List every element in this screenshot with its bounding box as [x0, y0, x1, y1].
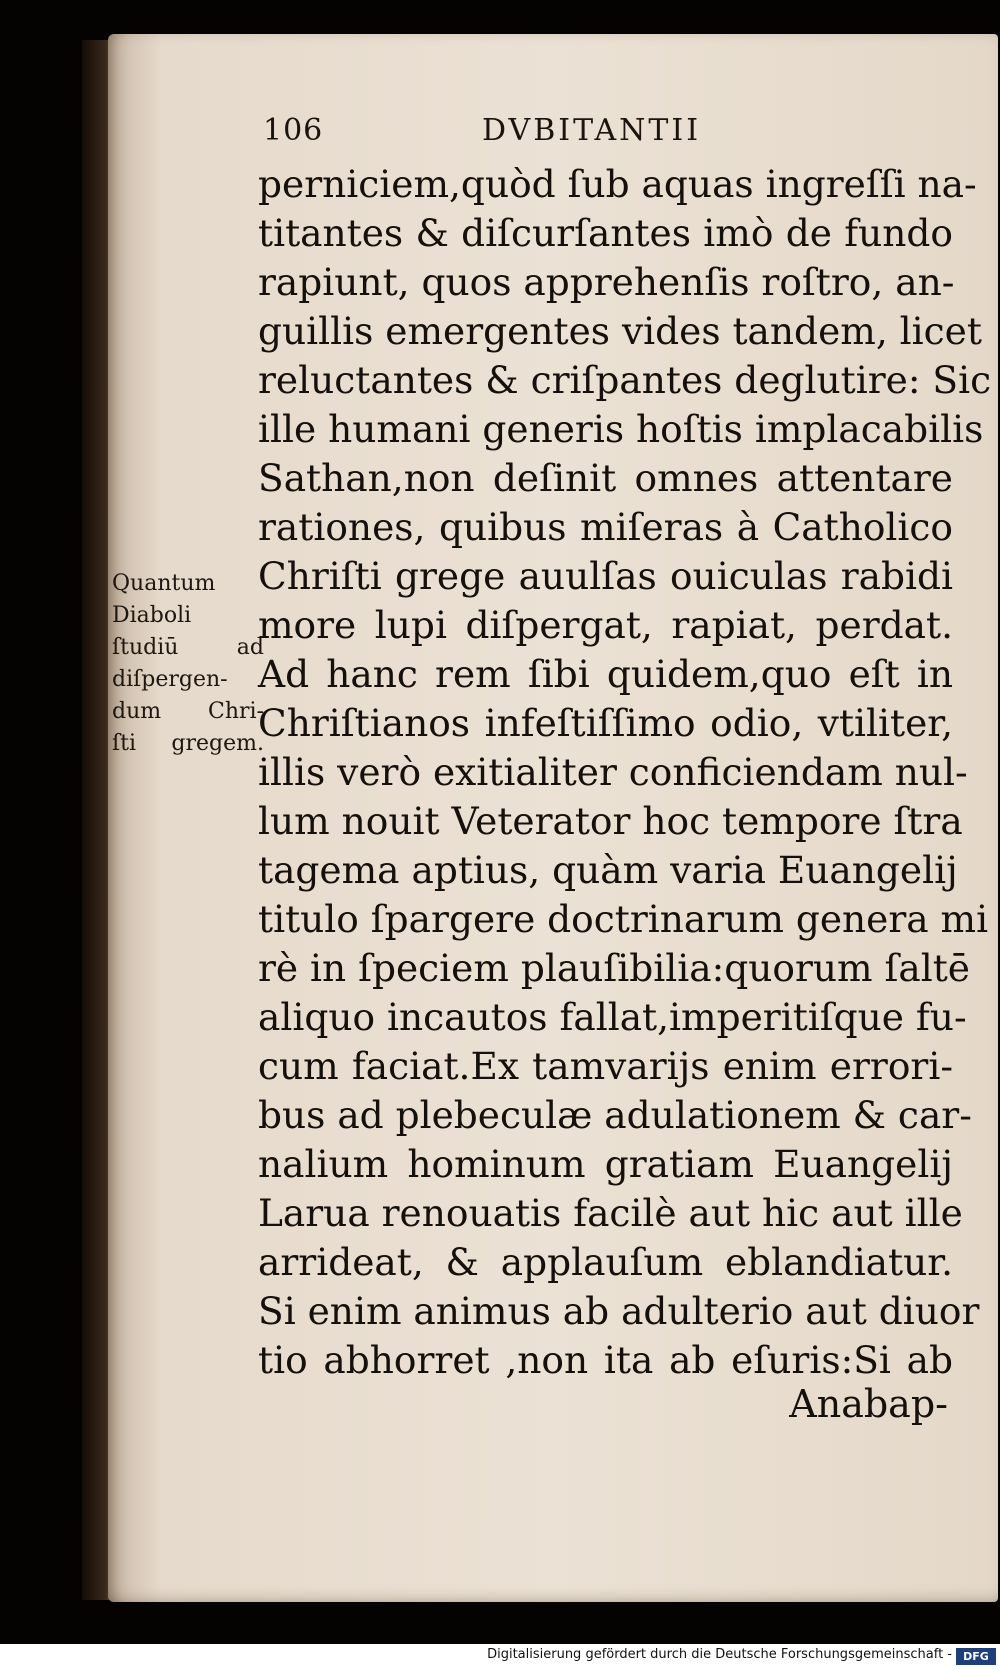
text-line: illis verò exitialiter conficiendam nul-: [258, 750, 968, 794]
text-line: rationes, quibus miſeras à Catholico: [258, 505, 953, 549]
text-line: Chriſti grege auulſas ouiculas rabidi: [258, 554, 953, 598]
text-line: guillis emergentes vides tandem, licet: [258, 309, 982, 353]
page-header: [0, 113, 1000, 149]
digitization-footer: [0, 1644, 1000, 1670]
body-text: [258, 160, 992, 1385]
page-number: 106: [263, 113, 324, 148]
text-line: reluctantes & criſpantes deglutire: Sic: [258, 358, 992, 402]
margin-note-line: Diaboli: [112, 603, 192, 628]
dfg-logo: DFG: [956, 1648, 996, 1665]
text-line: titulo ſpargere doctrinarum genera mi: [258, 897, 989, 941]
text-line: Sathan,non deſinit omnes attentare: [258, 456, 953, 500]
text-line: Si enim animus ab adulterio aut diuor: [258, 1289, 980, 1333]
text-line: Ad hanc rem ſibi quidem,quo eſt in: [258, 652, 953, 696]
text-line: cum faciat.Ex tamvarijs enim errori-: [258, 1044, 953, 1088]
text-line: more lupi diſpergat, rapiat, perdat.: [258, 603, 953, 647]
text-line: aliquo incautos fallat,imperitiſque fu-: [258, 995, 967, 1039]
footer-credit: Digitalisierung gefördert durch die Deutsche Forschungsgemeinschaft -: [487, 1647, 952, 1662]
running-title: DVBITANTII: [482, 113, 702, 148]
text-line: perniciem,quòd ſub aquas ingreſſi na-: [258, 162, 977, 206]
text-line: bus ad plebeculæ adulationem & car-: [258, 1093, 972, 1137]
text-line: rè in ſpeciem plauſibilia:quorum ſaltē: [258, 946, 970, 990]
text-line: lum nouit Veterator hoc tempore ſtra: [258, 799, 963, 843]
text-line: Chriſtianos infeſtiſſimo odio, vtiliter,: [258, 701, 953, 745]
margin-note-line: Quantum: [112, 571, 216, 596]
text-line: rapiunt, quos apprehenſis roſtro, an-: [258, 260, 955, 304]
text-line: ille humani generis hoſtis implacabilis: [258, 407, 984, 451]
text-line: arrideat, & applauſum eblandiatur.: [258, 1240, 953, 1284]
text-line: tagema aptius, quàm varia Euangelij: [258, 848, 958, 892]
margin-note: [112, 568, 264, 760]
text-line: nalium hominum gratiam Euangelij: [258, 1142, 953, 1186]
margin-note-line: diſpergen-: [112, 667, 228, 692]
catchword: Anabap-: [789, 1382, 948, 1426]
margin-note-line: dum Chri-: [112, 699, 264, 724]
text-line: tio abhorret ,non ita ab eſuris:Si ab: [258, 1338, 953, 1382]
margin-note-line: ſtudiū ad: [112, 635, 264, 660]
text-line: Larua renouatis facilè aut hic aut ille: [258, 1191, 963, 1235]
margin-note-line: ſti gregem.: [112, 731, 264, 756]
text-line: titantes & diſcurſantes imò de fundo: [258, 211, 953, 255]
